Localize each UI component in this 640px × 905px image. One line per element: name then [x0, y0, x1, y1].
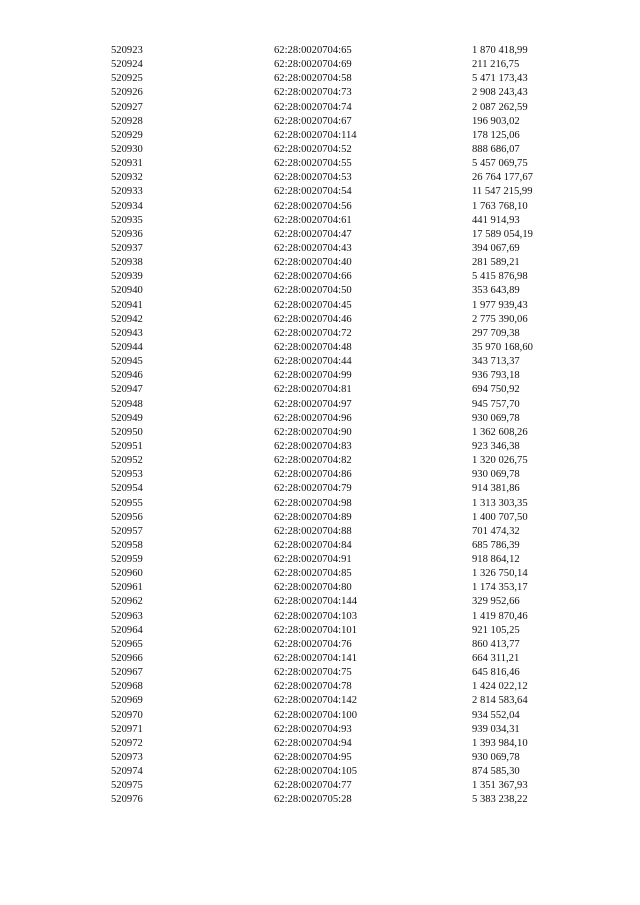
- cadastral-number: 62:28:0020704:75: [274, 667, 352, 679]
- row-id: 520945: [111, 356, 143, 368]
- value: 921 105,25: [472, 624, 520, 636]
- value: 918 864,12: [472, 554, 520, 566]
- value: 930 069,78: [472, 469, 520, 481]
- cadastral-number: 62:28:0020704:101: [274, 624, 357, 636]
- row-id: 520933: [111, 186, 143, 198]
- table-row: [111, 313, 551, 327]
- cadastral-number: 62:28:0020704:98: [274, 497, 352, 509]
- value: 1 174 353,17: [472, 582, 528, 594]
- table-row: [111, 454, 551, 468]
- row-id: 520960: [111, 568, 143, 580]
- cadastral-number: 62:28:0020704:93: [274, 723, 352, 735]
- cadastral-number: 62:28:0020704:88: [274, 525, 352, 537]
- value: 2 775 390,06: [472, 313, 528, 325]
- cadastral-number: 62:28:0020704:86: [274, 469, 352, 481]
- value: 860 413,77: [472, 638, 520, 650]
- value: 930 069,78: [472, 412, 520, 424]
- cadastral-number: 62:28:0020704:81: [274, 384, 352, 396]
- row-id: 520952: [111, 455, 143, 467]
- value: 1 424 022,12: [472, 681, 528, 693]
- table-row: [111, 341, 551, 355]
- table-row: [111, 765, 551, 779]
- table-row: [111, 779, 551, 793]
- table-row: [111, 497, 551, 511]
- value: 1 351 367,93: [472, 780, 528, 792]
- value: 297 709,38: [472, 327, 520, 339]
- cadastral-number: 62:28:0020704:56: [274, 200, 352, 212]
- row-id: 520943: [111, 327, 143, 339]
- value: 343 713,37: [472, 356, 520, 368]
- value: 1 320 026,75: [472, 455, 528, 467]
- table-row: [111, 468, 551, 482]
- cadastral-number: 62:28:0020704:90: [274, 426, 352, 438]
- row-id: 520969: [111, 695, 143, 707]
- row-id: 520939: [111, 271, 143, 283]
- cadastral-number: 62:28:0020705:28: [274, 794, 352, 806]
- value: 1 313 303,35: [472, 497, 528, 509]
- value: 196 903,02: [472, 115, 520, 127]
- table-row: [111, 553, 551, 567]
- table-row: [111, 214, 551, 228]
- cadastral-number: 62:28:0020704:44: [274, 356, 352, 368]
- table-row: [111, 426, 551, 440]
- table-row: [111, 256, 551, 270]
- value: 645 816,46: [472, 667, 520, 679]
- table-row: [111, 72, 551, 86]
- value: 685 786,39: [472, 539, 520, 551]
- value: 394 067,69: [472, 242, 520, 254]
- value: 2 814 583,64: [472, 695, 528, 707]
- row-id: 520938: [111, 257, 143, 269]
- row-id: 520950: [111, 426, 143, 438]
- value: 5 383 238,22: [472, 794, 528, 806]
- cadastral-number: 62:28:0020704:50: [274, 285, 352, 297]
- row-id: 520975: [111, 780, 143, 792]
- table-row: [111, 680, 551, 694]
- row-id: 520940: [111, 285, 143, 297]
- table-row: [111, 171, 551, 185]
- cadastral-number: 62:28:0020704:141: [274, 653, 357, 665]
- cadastral-number: 62:28:0020704:103: [274, 610, 357, 622]
- cadastral-number: 62:28:0020704:72: [274, 327, 352, 339]
- row-id: 520930: [111, 143, 143, 155]
- table-row: [111, 143, 551, 157]
- data-table: [111, 44, 551, 808]
- value: 353 643,89: [472, 285, 520, 297]
- value: 1 870 418,99: [472, 45, 528, 56]
- row-id: 520966: [111, 653, 143, 665]
- value: 11 547 215,99: [472, 186, 533, 198]
- value: 1 419 870,46: [472, 610, 528, 622]
- cadastral-number: 62:28:0020704:82: [274, 455, 352, 467]
- row-id: 520954: [111, 483, 143, 495]
- cadastral-number: 62:28:0020704:96: [274, 412, 352, 424]
- cadastral-number: 62:28:0020704:40: [274, 257, 352, 269]
- cadastral-number: 62:28:0020704:100: [274, 709, 357, 721]
- value: 1 393 984,10: [472, 737, 528, 749]
- value: 281 589,21: [472, 257, 520, 269]
- cadastral-number: 62:28:0020704:76: [274, 638, 352, 650]
- row-id: 520958: [111, 539, 143, 551]
- table-row: [111, 299, 551, 313]
- value: 914 381,86: [472, 483, 520, 495]
- table-row: [111, 737, 551, 751]
- value: 5 457 069,75: [472, 158, 528, 170]
- row-id: 520928: [111, 115, 143, 127]
- cadastral-number: 62:28:0020704:52: [274, 143, 352, 155]
- row-id: 520929: [111, 129, 143, 141]
- cadastral-number: 62:28:0020704:65: [274, 45, 352, 56]
- cadastral-number: 62:28:0020704:58: [274, 73, 352, 85]
- row-id: 520957: [111, 525, 143, 537]
- table-row: [111, 115, 551, 129]
- row-id: 520932: [111, 172, 143, 184]
- row-id: 520927: [111, 101, 143, 113]
- value: 35 970 168,60: [472, 341, 533, 353]
- value: 664 311,21: [472, 653, 520, 665]
- cadastral-number: 62:28:0020704:77: [274, 780, 352, 792]
- cadastral-number: 62:28:0020704:69: [274, 59, 352, 71]
- table-row: [111, 595, 551, 609]
- row-id: 520959: [111, 554, 143, 566]
- row-id: 520953: [111, 469, 143, 481]
- table-row: [111, 694, 551, 708]
- cadastral-number: 62:28:0020704:45: [274, 299, 352, 311]
- cadastral-number: 62:28:0020704:66: [274, 271, 352, 283]
- row-id: 520956: [111, 511, 143, 523]
- table-row: [111, 751, 551, 765]
- table-row: [111, 709, 551, 723]
- table-row: [111, 86, 551, 100]
- table-row: [111, 58, 551, 72]
- table-row: [111, 624, 551, 638]
- row-id: 520946: [111, 370, 143, 382]
- cadastral-number: 62:28:0020704:54: [274, 186, 352, 198]
- table-row: [111, 567, 551, 581]
- table-row: [111, 638, 551, 652]
- table-row: [111, 157, 551, 171]
- value: 1 400 707,50: [472, 511, 528, 523]
- row-id: 520974: [111, 766, 143, 778]
- cadastral-number: 62:28:0020704:53: [274, 172, 352, 184]
- table-row: [111, 129, 551, 143]
- row-id: 520924: [111, 59, 143, 71]
- table-row: [111, 228, 551, 242]
- row-id: 520965: [111, 638, 143, 650]
- table-row: [111, 327, 551, 341]
- row-id: 520926: [111, 87, 143, 99]
- table-row: [111, 723, 551, 737]
- table-row: [111, 284, 551, 298]
- table-row: [111, 581, 551, 595]
- table-row: [111, 101, 551, 115]
- value: 936 793,18: [472, 370, 520, 382]
- table-row: [111, 200, 551, 214]
- value: 1 977 939,43: [472, 299, 528, 311]
- row-id: 520973: [111, 752, 143, 764]
- row-id: 520972: [111, 737, 143, 749]
- cadastral-number: 62:28:0020704:47: [274, 228, 352, 240]
- cadastral-number: 62:28:0020704:85: [274, 568, 352, 580]
- value: 2 908 243,43: [472, 87, 528, 99]
- value: 26 764 177,67: [472, 172, 533, 184]
- row-id: 520970: [111, 709, 143, 721]
- cadastral-number: 62:28:0020704:79: [274, 483, 352, 495]
- row-id: 520963: [111, 610, 143, 622]
- cadastral-number: 62:28:0020704:89: [274, 511, 352, 523]
- table-row: [111, 610, 551, 624]
- value: 5 415 876,98: [472, 271, 528, 283]
- row-id: 520948: [111, 398, 143, 410]
- value: 923 346,38: [472, 440, 520, 452]
- row-id: 520935: [111, 214, 143, 226]
- value: 874 585,30: [472, 766, 520, 778]
- row-id: 520964: [111, 624, 143, 636]
- table-row: [111, 440, 551, 454]
- cadastral-number: 62:28:0020704:94: [274, 737, 352, 749]
- row-id: 520968: [111, 681, 143, 693]
- row-id: 520923: [111, 45, 143, 56]
- row-id: 520971: [111, 723, 143, 735]
- cadastral-number: 62:28:0020704:99: [274, 370, 352, 382]
- cadastral-number: 62:28:0020704:97: [274, 398, 352, 410]
- table-row: [111, 398, 551, 412]
- row-id: 520949: [111, 412, 143, 424]
- row-id: 520936: [111, 228, 143, 240]
- row-id: 520962: [111, 596, 143, 608]
- cadastral-number: 62:28:0020704:61: [274, 214, 352, 226]
- table-row: [111, 793, 551, 807]
- cadastral-number: 62:28:0020704:91: [274, 554, 352, 566]
- value: 441 914,93: [472, 214, 520, 226]
- table-row: [111, 539, 551, 553]
- row-id: 520925: [111, 73, 143, 85]
- cadastral-number: 62:28:0020704:43: [274, 242, 352, 254]
- row-id: 520961: [111, 582, 143, 594]
- value: 945 757,70: [472, 398, 520, 410]
- value: 178 125,06: [472, 129, 520, 141]
- cadastral-number: 62:28:0020704:46: [274, 313, 352, 325]
- value: 888 686,07: [472, 143, 520, 155]
- value: 934 552,04: [472, 709, 520, 721]
- row-id: 520941: [111, 299, 143, 311]
- row-id: 520967: [111, 667, 143, 679]
- table-row: [111, 383, 551, 397]
- cadastral-number: 62:28:0020704:73: [274, 87, 352, 99]
- row-id: 520934: [111, 200, 143, 212]
- table-row: [111, 412, 551, 426]
- row-id: 520944: [111, 341, 143, 353]
- row-id: 520947: [111, 384, 143, 396]
- cadastral-number: 62:28:0020704:114: [274, 129, 357, 141]
- value: 1 326 750,14: [472, 568, 528, 580]
- row-id: 520931: [111, 158, 143, 170]
- value: 5 471 173,43: [472, 73, 528, 85]
- cadastral-number: 62:28:0020704:67: [274, 115, 352, 127]
- table-row: [111, 242, 551, 256]
- value: 2 087 262,59: [472, 101, 528, 113]
- cadastral-number: 62:28:0020704:142: [274, 695, 357, 707]
- value: 211 216,75: [472, 59, 520, 71]
- row-id: 520951: [111, 440, 143, 452]
- cadastral-number: 62:28:0020704:105: [274, 766, 357, 778]
- table-row: [111, 666, 551, 680]
- value: 1 763 768,10: [472, 200, 528, 212]
- table-row: [111, 525, 551, 539]
- cadastral-number: 62:28:0020704:80: [274, 582, 352, 594]
- cadastral-number: 62:28:0020704:95: [274, 752, 352, 764]
- row-id: 520942: [111, 313, 143, 325]
- value: 939 034,31: [472, 723, 520, 735]
- row-id: 520937: [111, 242, 143, 254]
- cadastral-number: 62:28:0020704:144: [274, 596, 357, 608]
- table-row: [111, 270, 551, 284]
- cadastral-number: 62:28:0020704:78: [274, 681, 352, 693]
- table-row: [111, 44, 551, 58]
- table-row: [111, 355, 551, 369]
- value: 930 069,78: [472, 752, 520, 764]
- cadastral-number: 62:28:0020704:55: [274, 158, 352, 170]
- value: 701 474,32: [472, 525, 520, 537]
- row-id: 520976: [111, 794, 143, 806]
- table-row: [111, 511, 551, 525]
- cadastral-number: 62:28:0020704:83: [274, 440, 352, 452]
- table-row: [111, 185, 551, 199]
- table-row: [111, 369, 551, 383]
- cadastral-number: 62:28:0020704:48: [274, 341, 352, 353]
- cadastral-number: 62:28:0020704:84: [274, 539, 352, 551]
- value: 17 589 054,19: [472, 228, 533, 240]
- cadastral-number: 62:28:0020704:74: [274, 101, 352, 113]
- table-row: [111, 652, 551, 666]
- row-id: 520955: [111, 497, 143, 509]
- value: 694 750,92: [472, 384, 520, 396]
- table-row: [111, 482, 551, 496]
- value: 329 952,66: [472, 596, 520, 608]
- value: 1 362 608,26: [472, 426, 528, 438]
